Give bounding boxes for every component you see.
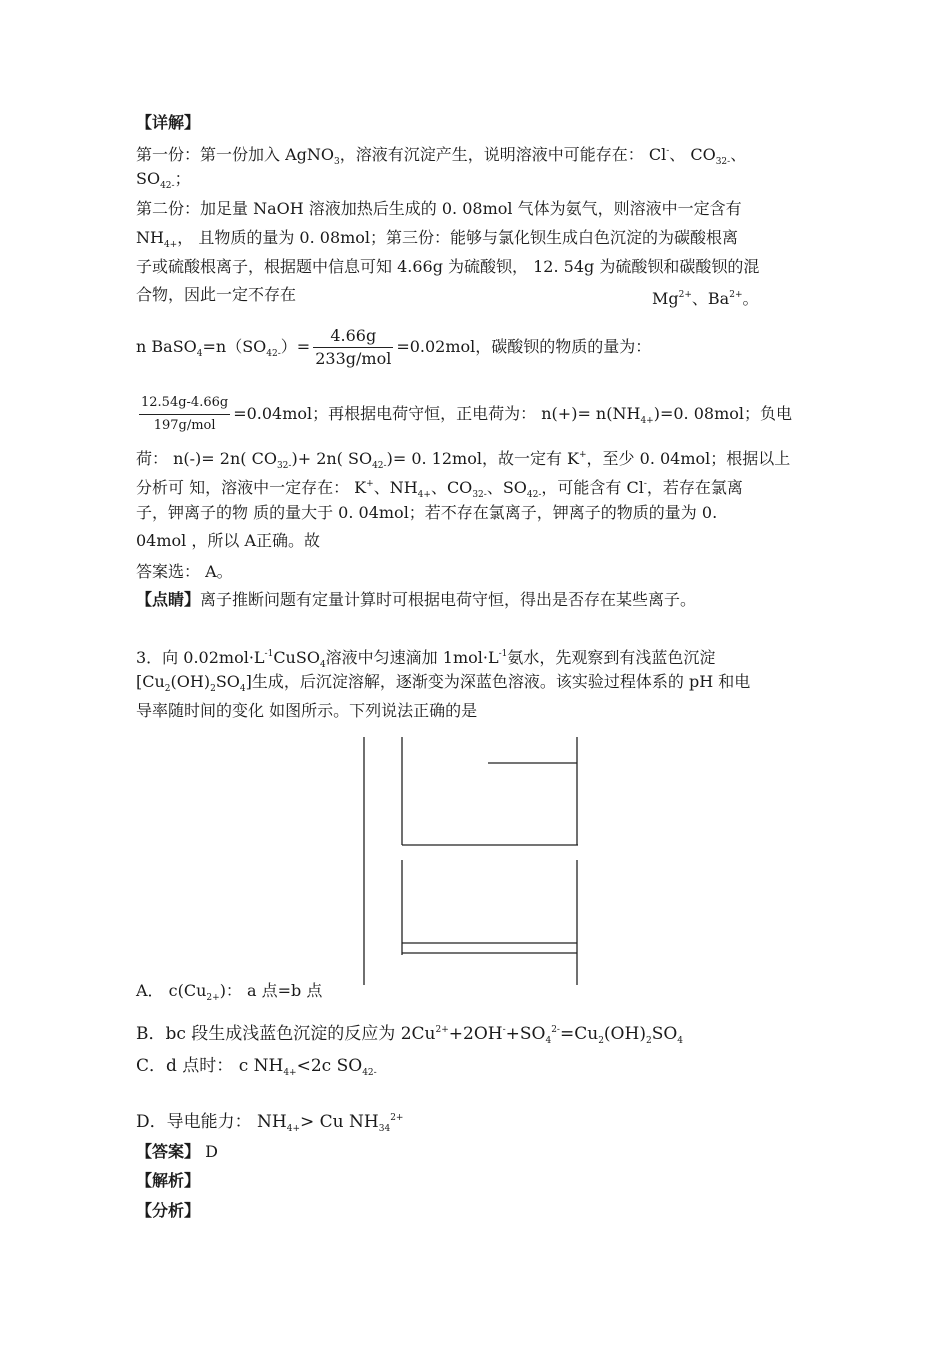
comment-line: 【点睛】离子推断问题有定量计算时可根据电荷守恒，得出是否存在某些离子。 [136, 590, 697, 609]
q3-stem-1: 3．向 $0.02mol\cdot L^{-1}CuSO_4$溶液中匀速滴加 $1mol\cdot L^{-1}$氨水，先观察到有浅蓝色沉淀 [136, 648, 716, 670]
q3-figure [360, 735, 582, 987]
fraction-baso4: $\frac{4.66g}{\text{233g/mol}}$ [315, 326, 392, 368]
detail-line-6: 合物，因此一定不存在 [136, 285, 297, 304]
q3-option-d: D．导电能力： $NH_{4+}> Cu$ $NH_{34}^{2+}$ [136, 1112, 404, 1134]
detail-line-2: $SO_{42-}$； [136, 169, 191, 191]
answer-line: 答案选： A。 [136, 562, 233, 581]
detail-heading: 【详解】 [136, 113, 201, 132]
calc-baco3: $\frac{12.54g-4.66g}{\text{197g/mol}}$ =0.04mol；再根据电荷守恒，正电荷为： $n(+)= n(NH_{4+})=0$. 08mol；负电 [136, 392, 792, 437]
q3-analysis-heading: 【解析】 [136, 1171, 201, 1190]
q3-option-a: A． $c(Cu_{2+})$： a 点=b 点 [136, 981, 323, 1003]
q3-stem-3: 导率随时间的变化 如图所示。下列说法正确的是 [136, 701, 478, 720]
detail-line-3: 第二份：加足量 NaOH 溶液加热后生成的 0. 08mol 气体为氨气，则溶液中一定含有 [136, 199, 742, 218]
fraction-baco3: $\frac{12.54g-4.66g}{\text{197g/mol}}$ [139, 392, 230, 437]
detail-line-4: $NH_{4+}$， 且物质的量为 0. 08mol；第三份：能够与氯化钡生成白色沉淀的为碳酸根离 [136, 228, 739, 250]
q3-answer: 【答案】 D [136, 1142, 218, 1161]
q3-option-b: B．bc 段生成浅蓝色沉淀的反应为 $2Cu^{2+}+2OH^-+SO_4^{2-}=Cu_2(OH)_2SO_4$ [136, 1024, 684, 1046]
calc-negative-charge: 荷： n(-)= 2n( $CO_{32-})+ 2n$( $SO_{42-})= 0$. 12mol，故一定有 K+，至少 0. 04mol；根据以上 [136, 449, 791, 471]
detail-line-6-ions: $Mg^{2+}$、$Ba^{2+}$。 [652, 289, 759, 308]
detail-line-5: 子或硫酸根离子，根据题中信息可知 4.66g 为硫酸钡， 12. 54g 为硫酸钡和碳酸钡的混 [136, 257, 760, 276]
q3-fenxi-heading: 【分析】 [136, 1201, 201, 1220]
calc-baso4: n $BaSO_4=n(SO_{42-})=$ $\frac{4.66g}{\text{233g/mol}}$ =0.02mol，碳酸钡的物质的量为： [136, 326, 652, 368]
q3-option-c: C．d 点时： c $NH_{4+}<2c$ $SO_{42-}$ [136, 1056, 377, 1078]
calc-analysis-3: 04mol ，所以 A正确。故 [136, 531, 321, 550]
detail-line-1: 第一份：第一份加入 AgNO$_3$，溶液有沉淀产生，说明溶液中可能存在： Cl-、 $CO_{32-}$、 [136, 145, 747, 167]
calc-analysis-2: 子，钾离子的物 质的量大于 0. 04mol；若不存在氯离子，钾离子的物质的量为 0. [136, 503, 718, 522]
q3-stem-2: $[Cu_2(OH)_2SO_4]$生成，后沉淀溶解，逐渐变为深蓝色溶液。该实验过程体系的 pH 和电 [136, 672, 751, 694]
calc-analysis-1: 分析可 知，溶液中一定存在： K+、$NH_{4+}$、$CO_{32-}$、$SO_{42-}$，可能含有 Cl-，若存在氯离 [136, 478, 743, 500]
